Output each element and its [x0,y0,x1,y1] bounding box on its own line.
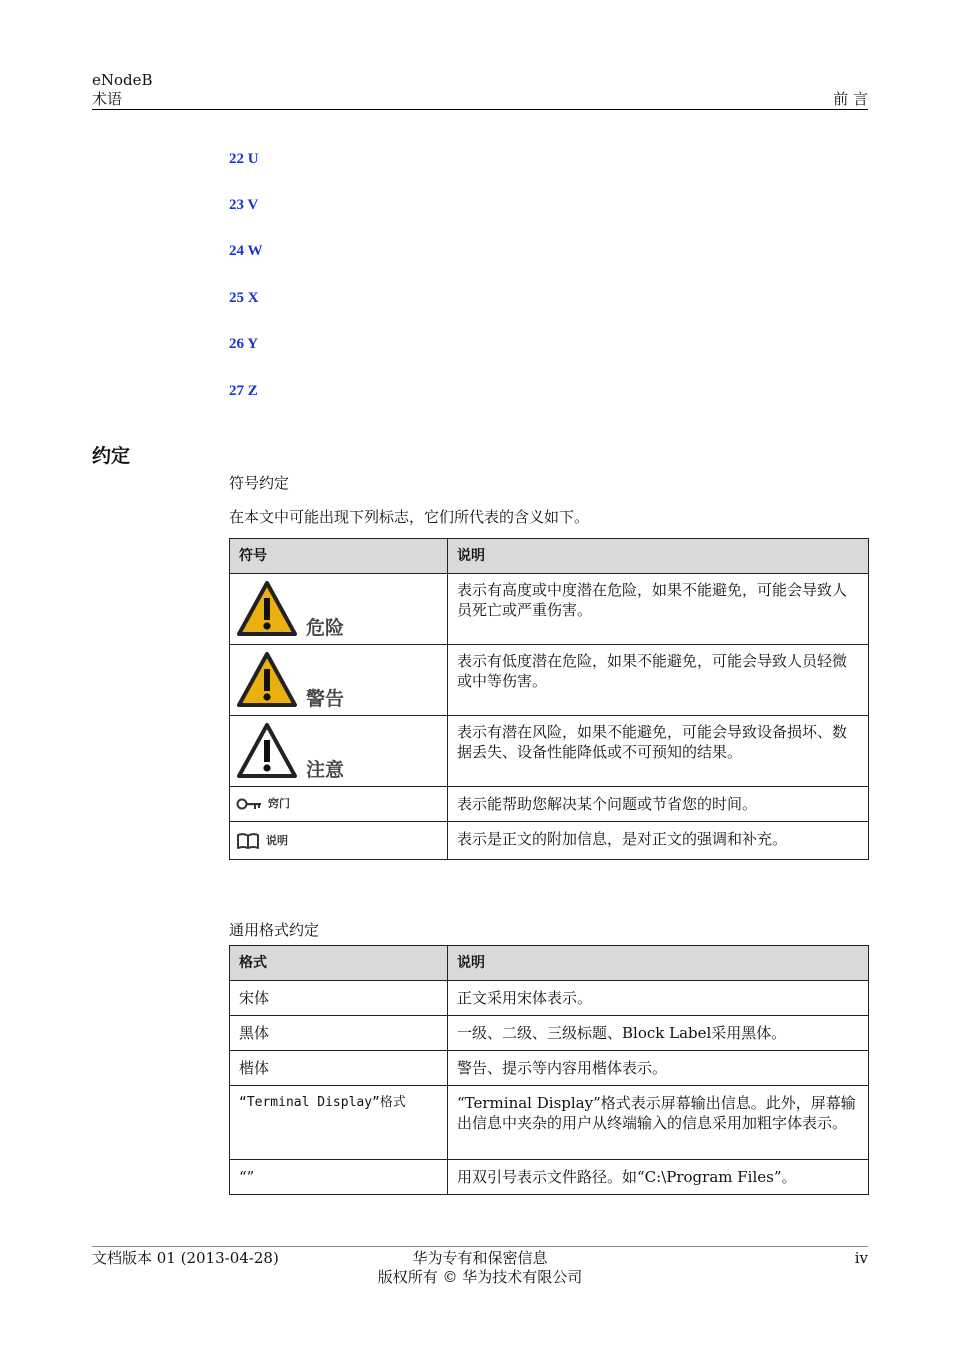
col-header-symbol: 符号 [230,539,448,574]
symbols-intro: 在本文中可能出现下列标志，它们所代表的含义如下。 [229,508,590,526]
table-header-row [230,946,869,981]
caution-triangle-icon [236,722,298,780]
col-header-format: 格式 [230,946,448,981]
tip-label: 窍门 [268,797,290,810]
footer-page-number: iv [854,1249,868,1267]
format-cell: “Terminal Display”格式 [230,1086,448,1160]
format-desc: “Terminal Display”格式表示屏幕输出信息。此外，屏幕输出信息中夹杂的用户从终端输入的信息采用加粗字体表示。 [448,1086,869,1160]
format-desc: 用双引号表示文件路径。如“C:\Program Files”。 [448,1160,869,1195]
warning-label: 警告 [306,688,345,710]
toc-link-26[interactable]: 26 Y [229,336,259,352]
table-row [230,1160,869,1195]
table-row [230,716,869,787]
section-title: 约定 [92,445,131,467]
col-header-desc: 说明 [448,946,869,981]
tip-desc: 表示能帮助您解决某个问题或节省您的时间。 [448,787,869,822]
format-desc: 一级、二级、三级标题、Block Label采用黑体。 [448,1016,869,1051]
table-row [230,1051,869,1086]
table-row [230,574,869,645]
danger-desc: 表示有高度或中度潜在危险，如果不能避免，可能会导致人员死亡或严重伤害。 [448,574,869,645]
format-desc: 警告、提示等内容用楷体表示。 [448,1051,869,1086]
header-product: eNodeB [92,71,153,89]
footer-version: 文档版本 01 (2013-04-28) [92,1249,279,1267]
symbols-heading: 符号约定 [229,474,290,492]
toc-link-24[interactable]: 24 W [229,243,263,259]
table-row [230,787,869,822]
table-row [230,1016,869,1051]
format-table [229,945,869,1195]
header-section: 前 言 [833,90,868,108]
format-desc: 正文采用宋体表示。 [448,981,869,1016]
toc-link-23[interactable]: 23 V [229,197,259,213]
table-row [230,822,869,860]
table-row [230,981,869,1016]
table-row [230,1086,869,1160]
format-cell: 楷体 [230,1051,448,1086]
table-header-row [230,539,869,574]
note-label: 说明 [266,833,288,847]
caution-label: 注意 [306,759,345,781]
format-heading: 通用格式约定 [229,921,320,939]
key-icon [236,798,262,810]
format-cell: “” [230,1160,448,1195]
note-desc: 表示是正文的附加信息，是对正文的强调和补充。 [448,822,869,860]
footer-copyright: 版权所有 © 华为技术有限公司 [377,1268,583,1286]
header-rule [92,109,868,110]
danger-label: 危险 [306,617,345,639]
format-cell: 宋体 [230,981,448,1016]
footer-rule [92,1246,868,1247]
danger-triangle-icon [236,580,298,638]
toc-link-25[interactable]: 25 X [229,290,259,306]
toc-link-22[interactable]: 22 U [229,151,259,167]
format-cell: 黑体 [230,1016,448,1051]
caution-desc: 表示有潜在风险，如果不能避免，可能会导致设备损坏、数据丢失、设备性能降低或不可预知的结果。 [448,716,869,787]
header-doc-title: 术语 [92,90,123,108]
footer-confidential: 华为专有和保密信息 [412,1249,548,1267]
symbol-table [229,538,869,860]
toc-link-27[interactable]: 27 Z [229,383,258,399]
col-header-desc: 说明 [448,539,869,574]
warning-desc: 表示有低度潜在危险，如果不能避免，可能会导致人员轻微或中等伤害。 [448,645,869,716]
book-icon [236,832,260,850]
warning-triangle-icon [236,651,298,709]
table-row [230,645,869,716]
